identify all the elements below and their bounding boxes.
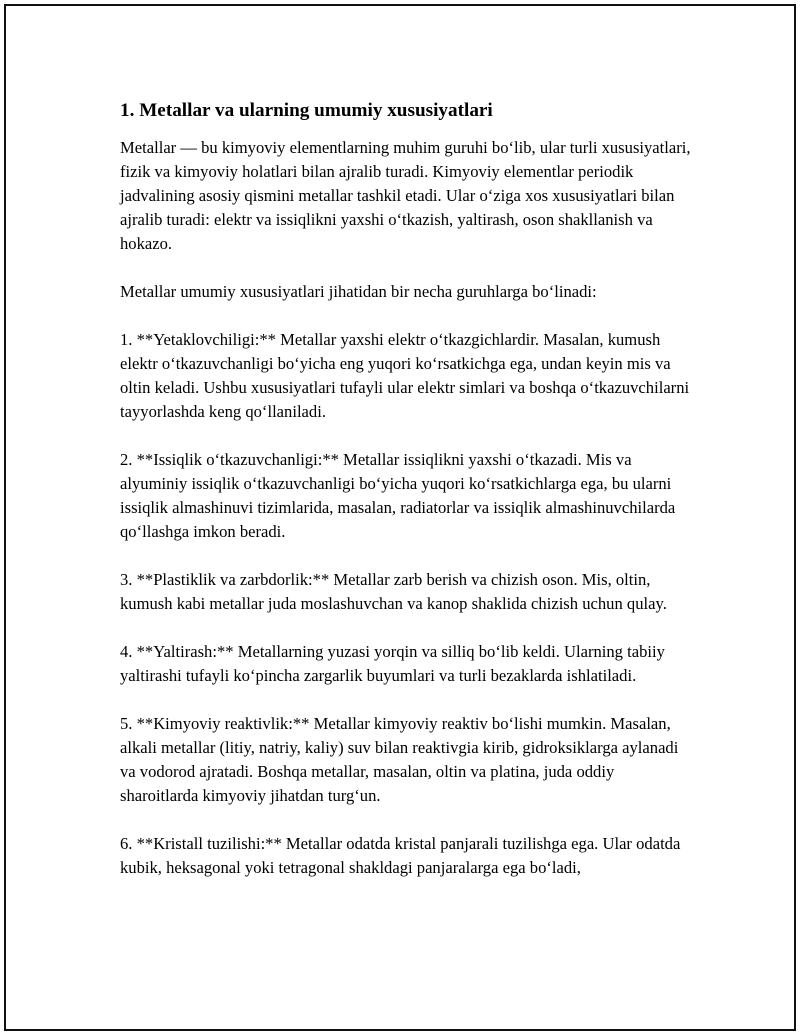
list-item-reactivity: 5. **Kimyoviy reaktivlik:** Metallar kimyoviy reaktiv boʻlishi mumkin. Masalan, alkali metallar (litiy, natriy, kaliy) suv bilan reaktivgia kirib, gidroksiklarga aylanadi va vodorod ajratadi. Boshqa metallar, masalan, oltin va platina, juda oddiy sharoitlarda kimyoviy jihatdan turgʻun. (120, 714, 679, 805)
list-item-conductivity: 1. **Yetaklovchiligi:** Metallar yaxshi elektr oʻtkazgichlardir. Masalan, kumush elektr oʻtkazuvchanligi boʻyicha eng yuqori koʻrsatkichga ega, undan keyin mis va oltin keladi. Ushbu xususiyatlari tufayli ular elektr simlari va boshqa oʻtkazuvchilarni tayyorlashda keng qoʻllaniladi. (120, 330, 690, 421)
groups-intro-paragraph: Metallar umumiy xususiyatlari jihatidan bir necha guruhlarga boʻlinadi: (120, 282, 597, 301)
document-title: 1. Metallar va ularning umumiy xususiyatlari (120, 100, 493, 121)
page-frame (4, 4, 796, 1031)
document-body (120, 98, 692, 904)
list-item-crystal-structure: 6. **Kristall tuzilishi:** Metallar odatda kristal panjarali tuzilishga ega. Ular odatda kubik, heksagonal yoki tetragonal shakldagi panjaralarga ega boʻladi, (120, 834, 681, 877)
intro-paragraph: Metallar — bu kimyoviy elementlarning muhim guruhi boʻlib, ular turli xususiyatlari, fizik va kimyoviy holatlari bilan ajralib turadi. Kimyoviy elementlar periodik jadvalining asosiy qismini metallar tashkil etadi. Ular oʻziga xos xususiyatlari bilan ajralib turadi: elektr va issiqlikni yaxshi oʻtkazish, yaltirash, oson shakllanish va hokazo. (120, 138, 691, 253)
list-item-thermal-conductivity: 2. **Issiqlik oʻtkazuvchanligi:** Metallar issiqlikni yaxshi oʻtkazadi. Mis va alyuminiy issiqlik oʻtkazuvchanligi boʻyicha yuqori koʻrsatkichlarga ega, bu ularni issiqlik almashinuvi tizimlarida, masalan, radiatorlar va issiqlik almashinuvchilarda qoʻllashga imkon beradi. (120, 450, 676, 541)
list-item-plasticity: 3. **Plastiklik va zarbdorlik:** Metallar zarb berish va chizish oson. Mis, oltin, kumush kabi metallar juda moslashuvchan va kanop shaklida chizish uchun qulay. (120, 570, 667, 613)
list-item-luster: 4. **Yaltirash:** Metallarning yuzasi yorqin va silliq boʻlib keldi. Ularning tabiiy yaltirashi tufayli koʻpincha zargarlik buyumlari va turli bezaklarda ishlatiladi. (120, 642, 665, 685)
